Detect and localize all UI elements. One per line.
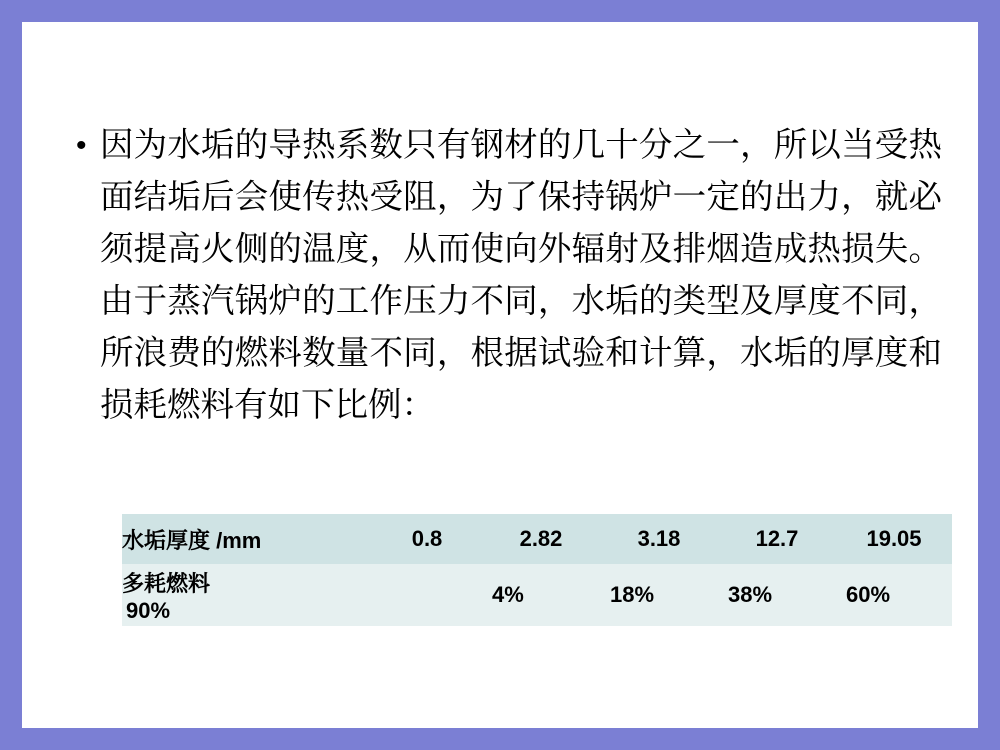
scale-fuel-table <box>122 514 952 626</box>
scale-fuel-table-wrapper <box>122 514 952 626</box>
slide-canvas <box>22 22 978 728</box>
bullet-marker-icon: • <box>76 129 87 162</box>
table-cell-thickness-2: 2.82 <box>519 526 563 551</box>
table-cell-fuel-2: 4% <box>492 582 524 607</box>
table-cell-thickness-3: 3.18 <box>637 526 681 551</box>
table-row-body-label-line1: 多耗燃料 <box>122 570 211 596</box>
bullet-paragraph-text: 因为水垢的导热系数只有钢材的几十分之一，所以当受热面结垢后会使传热受阻，为了保持锅炉一定的出力，就必须提高火侧的温度，从而使向外辐射及排烟造成热损失。由于蒸汽锅炉的工作压力不同，水垢的类型及厚度不同，所浪费的燃料数量不同，根据试验和计算，水垢的厚度和损耗燃料有如下比例： <box>100 127 942 424</box>
table-cell-fuel-1 <box>372 564 482 626</box>
bullet-list-item <box>62 120 942 432</box>
table-cell-fuel-5: 60% <box>846 582 891 607</box>
table-cell-fuel-3: 18% <box>610 582 655 607</box>
table-cell-thickness-1: 0.8 <box>411 526 443 551</box>
table-cell-thickness-4: 12.7 <box>755 526 799 551</box>
table-row-body-label-line2: 90% <box>126 597 171 623</box>
table-cell-fuel-4: 38% <box>728 582 773 607</box>
slide-body <box>62 120 942 432</box>
table-row <box>122 564 952 626</box>
table-cell-thickness-5: 19.05 <box>866 526 922 551</box>
table-row <box>122 514 952 564</box>
table-row-body-label <box>122 564 372 626</box>
table-row-header-label: 水垢厚度 /mm <box>122 527 262 553</box>
